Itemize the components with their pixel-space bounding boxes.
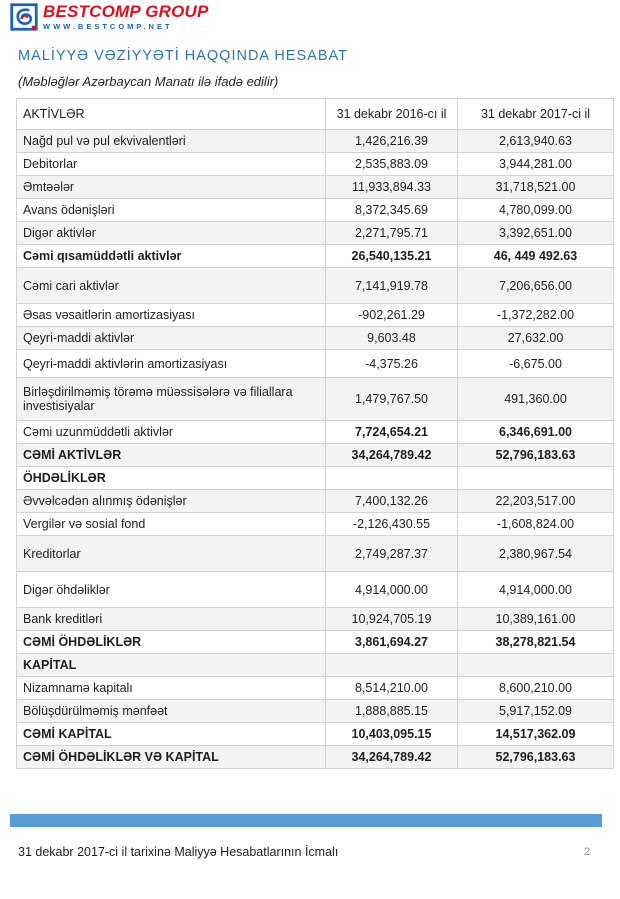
value-2017: 6,346,691.00 [458,421,614,444]
table-row [17,176,614,199]
value-2017: 10,389,161.00 [458,608,614,631]
table-row [17,222,614,245]
table-row [17,572,614,608]
table-row [17,327,614,350]
table-row [17,723,614,746]
value-2017: 31,718,521.00 [458,176,614,199]
table-row [17,608,614,631]
row-label: KAPİTAL [17,654,326,677]
value-2016: 2,749,287.37 [326,536,458,572]
table-row [17,677,614,700]
balance-sheet-table [16,98,614,769]
value-2016: 1,888,885.15 [326,700,458,723]
value-2016: 8,514,210.00 [326,677,458,700]
value-2017: 8,600,210.00 [458,677,614,700]
value-2016: 8,372,345.69 [326,199,458,222]
value-2016: -902,261.29 [326,304,458,327]
value-2017: 46, 449 492.63 [458,245,614,268]
value-2016: 34,264,789.42 [326,444,458,467]
value-2017 [458,467,614,490]
table-row [17,513,614,536]
logo-text-block [43,3,209,31]
row-label: Avans ödənişləri [17,199,326,222]
row-label: Bölüşdürülməmiş mənfəət [17,700,326,723]
brand-website: WWW.BESTCOMP.NET [43,22,173,31]
value-2017: 52,796,183.63 [458,444,614,467]
row-label: Qeyri-maddi aktivlər [17,327,326,350]
row-label: Nizamnamə kapitalı [17,677,326,700]
table-row [17,536,614,572]
row-label: Digər aktivlər [17,222,326,245]
table-row [17,654,614,677]
row-label: Əmtəələr [17,176,326,199]
value-2017: 38,278,821.54 [458,631,614,654]
row-label: CƏMİ ÖHDƏLİKLƏR [17,631,326,654]
value-2016: -2,126,430.55 [326,513,458,536]
value-2016: 7,400,132.26 [326,490,458,513]
row-label: Cəmi cari aktivlər [17,268,326,304]
value-2017 [458,654,614,677]
page-number: 2 [584,846,591,858]
brand-name: BESTCOMP GROUP [43,2,209,21]
value-2017: 5,917,152.09 [458,700,614,723]
balance-table-body [17,130,614,769]
value-2017: 22,203,517.00 [458,490,614,513]
table-row [17,130,614,153]
value-2016: 11,933,894.33 [326,176,458,199]
value-2016: 1,479,767.50 [326,378,458,421]
page-subtitle: (Məbləğlər Azərbaycan Manatı ilə ifadə edilir) [18,74,279,89]
row-label: Vergilər və sosial fond [17,513,326,536]
value-2016: 9,603.48 [326,327,458,350]
row-label: Bank kreditləri [17,608,326,631]
table-row [17,245,614,268]
value-2016: 7,141,919.78 [326,268,458,304]
footer-accent-bar [10,814,602,827]
value-2016 [326,467,458,490]
value-2017: -6,675.00 [458,350,614,378]
bestcomp-logo [10,3,209,31]
table-row [17,153,614,176]
value-2017: 4,780,099.00 [458,199,614,222]
table-row [17,199,614,222]
value-2016: 4,914,000.00 [326,572,458,608]
table-row [17,444,614,467]
row-label: Debitorlar [17,153,326,176]
value-2016: 34,264,789.42 [326,746,458,769]
row-label: Digər öhdəliklər [17,572,326,608]
value-2017: 2,613,940.63 [458,130,614,153]
table-row [17,268,614,304]
value-2017: -1,608,824.00 [458,513,614,536]
value-2016: -4,375.26 [326,350,458,378]
value-2016 [326,654,458,677]
value-2016: 3,861,694.27 [326,631,458,654]
row-label: Nağd pul və pul ekvivalentləri [17,130,326,153]
row-label: CƏMİ KAPİTAL [17,723,326,746]
footer-caption: 31 dekabr 2017-ci il tarixinə Maliyyə Hesabatlarının İcmalı [18,845,339,859]
row-label: ÖHDƏLİKLƏR [17,467,326,490]
table-row [17,490,614,513]
table-row [17,350,614,378]
value-2017: 3,944,281.00 [458,153,614,176]
table-row [17,746,614,769]
row-label: Qeyri-maddi aktivlərin amortizasiyası [17,350,326,378]
table-row [17,467,614,490]
value-2017: 4,914,000.00 [458,572,614,608]
table-row [17,700,614,723]
table-header-row [17,99,614,130]
value-2017: -1,372,282.00 [458,304,614,327]
value-2016: 7,724,654.21 [326,421,458,444]
row-label: Əsas vəsaitlərin amortizasiyası [17,304,326,327]
row-label: CƏMİ ÖHDƏLİKLƏR VƏ KAPİTAL [17,746,326,769]
table-row [17,378,614,421]
table-row [17,421,614,444]
value-2016: 10,924,705.19 [326,608,458,631]
column-header-2016: 31 dekabr 2016-cı il [326,99,458,130]
row-label: CƏMİ AKTİVLƏR [17,444,326,467]
value-2017: 52,796,183.63 [458,746,614,769]
value-2016: 2,271,795.71 [326,222,458,245]
table-row [17,631,614,654]
value-2016: 2,535,883.09 [326,153,458,176]
value-2017: 2,380,967.54 [458,536,614,572]
value-2016: 1,426,216.39 [326,130,458,153]
value-2016: 10,403,095.15 [326,723,458,746]
value-2017: 491,360.00 [458,378,614,421]
bestcomp-logo-icon [10,3,38,31]
value-2016: 26,540,135.21 [326,245,458,268]
column-header-assets: AKTİVLƏR [17,99,326,130]
row-label: Birləşdirilməmiş törəmə müəssisələrə və filiallara investisiyalar [17,378,326,421]
column-header-2017: 31 dekabr 2017-ci il [458,99,614,130]
table-row [17,304,614,327]
value-2017: 14,517,362.09 [458,723,614,746]
value-2017: 7,206,656.00 [458,268,614,304]
row-label: Kreditorlar [17,536,326,572]
page-title: MALİYYƏ VƏZİYYƏTİ HAQQINDA HESABAT [18,48,348,64]
row-label: Əvvəlcədən alınmış ödənişlər [17,490,326,513]
row-label: Cəmi qısamüddətli aktivlər [17,245,326,268]
row-label: Cəmi uzunmüddətli aktivlər [17,421,326,444]
value-2017: 27,632.00 [458,327,614,350]
value-2017: 3,392,651.00 [458,222,614,245]
